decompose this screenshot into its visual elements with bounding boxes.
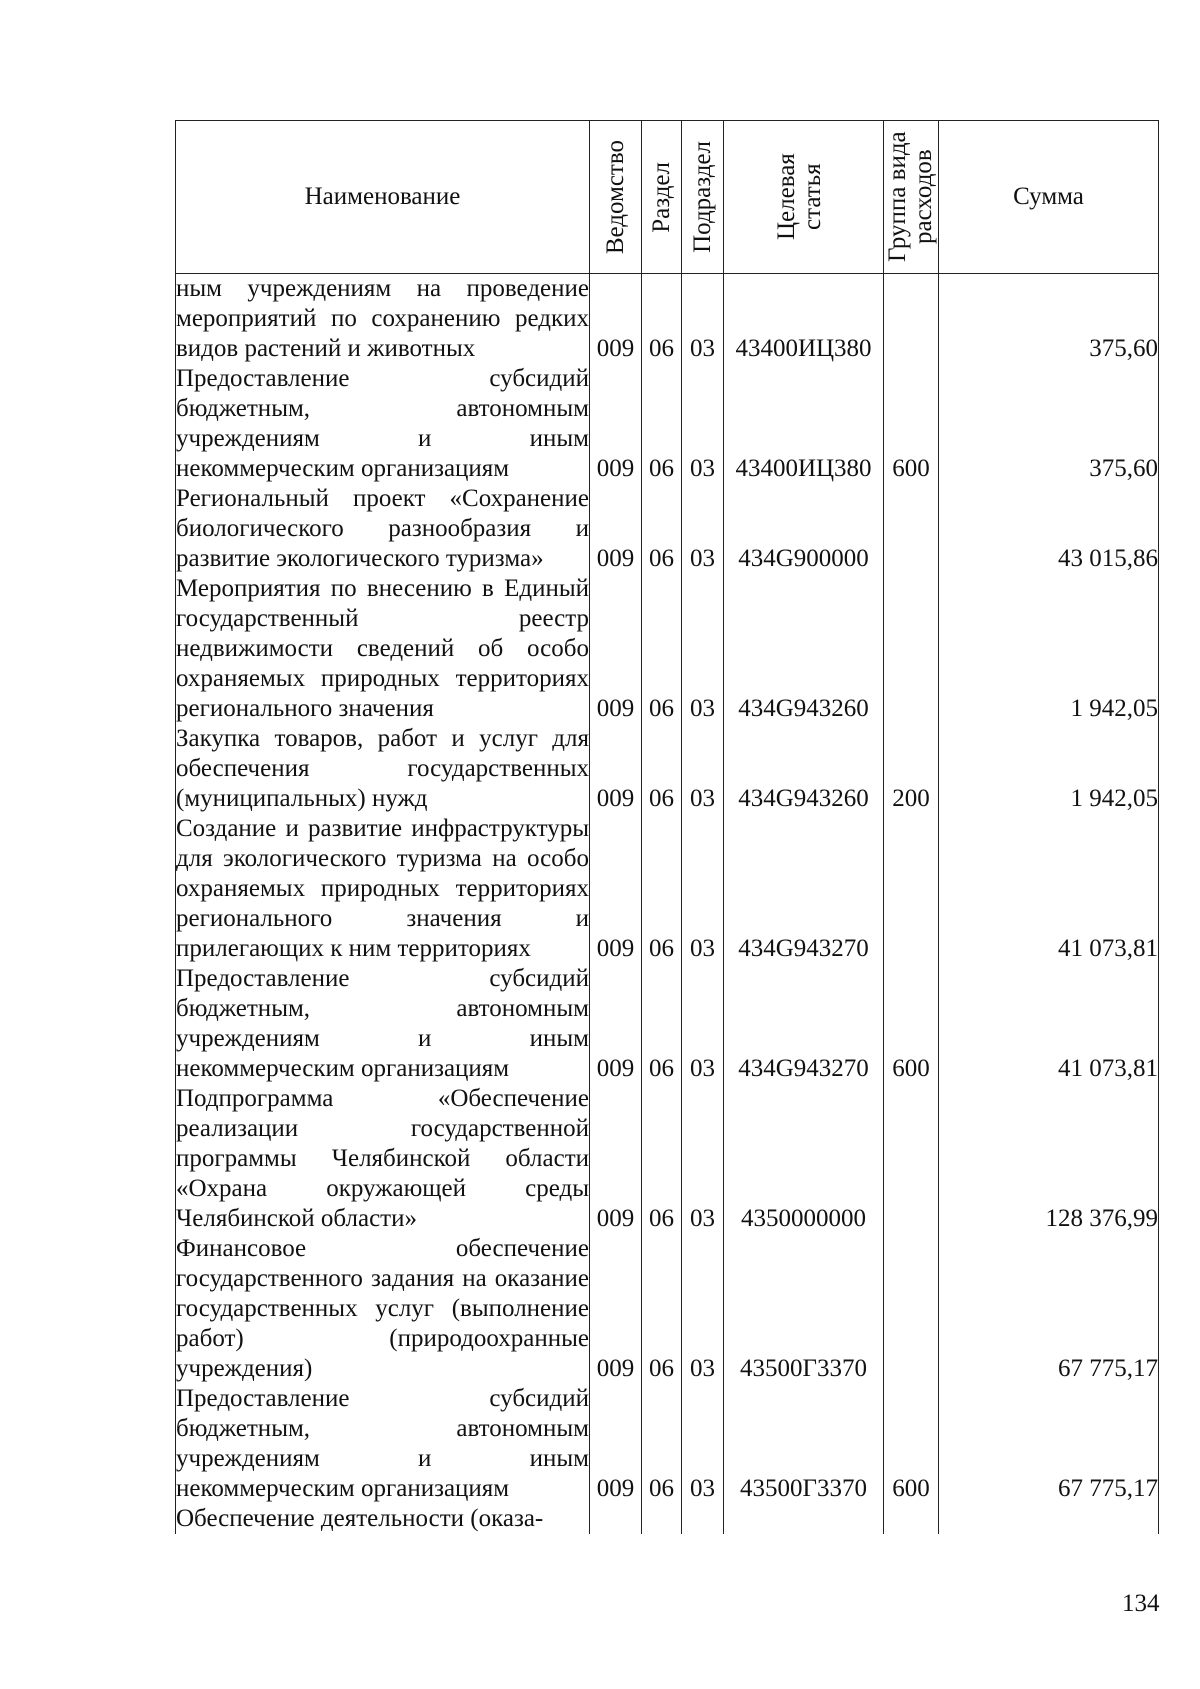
table-row [176, 484, 1159, 574]
cell-gruppa: 600 [884, 364, 939, 484]
cell-vedomstvo: 009 [590, 1384, 642, 1504]
cell-name: Создание и развитие инфраструктуры для экологического туризма на особо охраняемых природных территориях регионального значения и прилегающих к ним территориях [176, 815, 589, 962]
cell-celevaya-statya: 4350000000 [724, 1084, 884, 1234]
cell-vedomstvo: 009 [590, 964, 642, 1084]
cell-celevaya-statya: 43500Г3370 [724, 1234, 884, 1384]
cell-celevaya-statya: 434G943260 [724, 574, 884, 724]
cell-podrazdel: 03 [682, 964, 724, 1084]
cell-gruppa [884, 274, 939, 365]
cell-podrazdel: 03 [682, 1084, 724, 1234]
cell-razdel: 06 [642, 814, 682, 964]
table-row [176, 964, 1159, 1084]
cell-vedomstvo: 009 [590, 1234, 642, 1384]
cell-celevaya-statya: 434G900000 [724, 484, 884, 574]
cell-name: Мероприятия по внесению в Единый государственный реестр недвижимости сведений об особо охраняемых природных территориях регионального значения [176, 575, 589, 722]
cell-name: Подпрограмма «Обеспечение реализации государственной программы Челябинской области «Охрана окружающей среды Челябинской области» [176, 1085, 589, 1232]
cell-gruppa [884, 574, 939, 724]
table-row [176, 1084, 1159, 1234]
header-celevaya-statya: Целевая статья [724, 121, 884, 274]
cell-razdel: 06 [642, 274, 682, 365]
cell-summa [939, 1504, 1159, 1534]
cell-gruppa [884, 484, 939, 574]
table-row [176, 814, 1159, 964]
cell-celevaya-statya: 43400ИЦ380 [724, 274, 884, 365]
cell-summa: 41 073,81 [939, 814, 1159, 964]
cell-celevaya-statya: 43500Г3370 [724, 1384, 884, 1504]
cell-podrazdel: 03 [682, 574, 724, 724]
cell-summa: 375,60 [939, 364, 1159, 484]
table-row [176, 364, 1159, 484]
cell-vedomstvo: 009 [590, 274, 642, 365]
cell-vedomstvo [590, 1504, 642, 1534]
header-vedomstvo: Ведомство [590, 121, 642, 274]
table-header [176, 121, 1159, 274]
table-body [176, 274, 1159, 1535]
cell-summa: 67 775,17 [939, 1234, 1159, 1384]
cell-name: Закупка товаров, работ и услуг для обеспечения государственных (муниципальных) нужд [176, 725, 589, 812]
table-row [176, 574, 1159, 724]
cell-vedomstvo: 009 [590, 484, 642, 574]
budget-table [175, 120, 1159, 1534]
cell-podrazdel: 03 [682, 274, 724, 365]
cell-summa: 67 775,17 [939, 1384, 1159, 1504]
cell-vedomstvo: 009 [590, 724, 642, 814]
cell-podrazdel [682, 1504, 724, 1534]
cell-celevaya-statya [724, 1504, 884, 1534]
header-name: Наименование [176, 121, 590, 274]
cell-podrazdel: 03 [682, 814, 724, 964]
cell-podrazdel: 03 [682, 484, 724, 574]
cell-name: Предоставление субсидий бюджетным, автономным учреждениям и иным некоммерческим организациям [176, 1385, 589, 1502]
table-row [176, 1234, 1159, 1384]
cell-summa: 43 015,86 [939, 484, 1159, 574]
cell-summa: 41 073,81 [939, 964, 1159, 1084]
table-row [176, 1384, 1159, 1504]
cell-razdel: 06 [642, 484, 682, 574]
cell-gruppa [884, 1234, 939, 1384]
header-summa: Сумма [939, 121, 1159, 274]
cell-podrazdel: 03 [682, 1234, 724, 1384]
cell-razdel: 06 [642, 1084, 682, 1234]
cell-podrazdel: 03 [682, 364, 724, 484]
cell-vedomstvo: 009 [590, 814, 642, 964]
cell-vedomstvo: 009 [590, 364, 642, 484]
cell-razdel: 06 [642, 724, 682, 814]
cell-gruppa: 600 [884, 1384, 939, 1504]
cell-gruppa: 600 [884, 964, 939, 1084]
cell-gruppa [884, 1504, 939, 1534]
table-row [176, 274, 1159, 365]
cell-summa: 128 376,99 [939, 1084, 1159, 1234]
cell-name: Финансовое обеспечение государственного задания на оказание государственных услуг (выполнение работ) (природоохранные учреждения) [176, 1235, 589, 1382]
cell-podrazdel: 03 [682, 724, 724, 814]
cell-vedomstvo: 009 [590, 574, 642, 724]
header-podrazdel: Подраздел [682, 121, 724, 274]
cell-name: Обеспечение деятельности (оказа- [176, 1504, 590, 1534]
cell-name: Предоставление субсидий бюджетным, автономным учреждениям и иным некоммерческим организациям [176, 965, 589, 1082]
cell-vedomstvo: 009 [590, 1084, 642, 1234]
cell-celevaya-statya: 434G943270 [724, 964, 884, 1084]
cell-razdel: 06 [642, 964, 682, 1084]
cell-summa: 1 942,05 [939, 574, 1159, 724]
budget-sheet [175, 120, 1159, 1534]
cell-podrazdel: 03 [682, 1384, 724, 1504]
cell-name: Предоставление субсидий бюджетным, автономным учреждениям и иным некоммерческим организациям [176, 365, 589, 482]
cell-razdel: 06 [642, 1384, 682, 1504]
cell-celevaya-statya: 434G943260 [724, 724, 884, 814]
cell-celevaya-statya: 43400ИЦ380 [724, 364, 884, 484]
cell-razdel [642, 1504, 682, 1534]
cell-name: ным учреждениям на проведение мероприятий по сохранению редких видов растений и животных [176, 275, 589, 362]
cell-gruppa [884, 814, 939, 964]
cell-summa: 375,60 [939, 274, 1159, 365]
cell-gruppa: 200 [884, 724, 939, 814]
cell-name: Региональный проект «Сохранение биологического разнообразия и развитие экологического туризма» [176, 485, 589, 572]
table-row [176, 724, 1159, 814]
cell-summa: 1 942,05 [939, 724, 1159, 814]
cell-razdel: 06 [642, 364, 682, 484]
header-razdel: Раздел [642, 121, 682, 274]
cell-razdel: 06 [642, 1234, 682, 1384]
page-number: 134 [1122, 1590, 1160, 1617]
header-gruppa-vida-rashodov: Группа вида расходов [884, 121, 939, 274]
cell-celevaya-statya: 434G943270 [724, 814, 884, 964]
cell-razdel: 06 [642, 574, 682, 724]
table-row [176, 1504, 1159, 1534]
cell-gruppa [884, 1084, 939, 1234]
